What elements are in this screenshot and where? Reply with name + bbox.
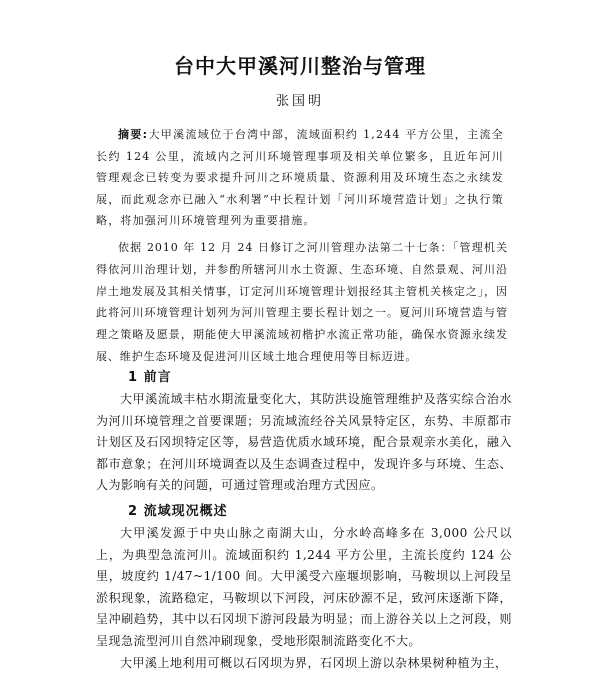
section-1-paragraph: 大甲溪流域丰枯水期流量变化大，其防洪设施管理维护及落实综合治水为河川环境管理之首要课题；另流域流经谷关风景特定区，东势、丰原都市计划区及石冈坝特定区等，易营造优质水域环境，配合景观亲水美化，融入都市意象；在河川环境调查以及生态调查过程中，发现许多与环境、生态、人为影响有关的问题，可通过管理或治理方式因应。 — [96, 392, 512, 493]
abstract-text: 大甲溪流域位于台湾中部，流域面积约 1,244 平方公里，主流全长约 124 公里，流域内之河川环境管理事项及相关单位繁多，且近年河川管理观念已转变为要求提升河川之环境质量、资源利用及环境生态之永续发展，而此观念亦已融入“水利署”中长程计划「河川环境营造计划」之执行策略，将加强河川环境管理列为重要措施。 — [96, 128, 505, 227]
abstract-label: 摘要: — [118, 128, 149, 141]
section-2-paragraph-2: 大甲溪上地利用可概以石冈坝为界，石冈坝上游以杂林果树种植为主， — [120, 656, 508, 670]
paper-title: 台中大甲溪河川整治与管理 — [174, 54, 426, 78]
author-name: 张国明 — [275, 94, 324, 109]
section-2-paragraph-1: 大甲溪发源于中央山脉之南湖大山，分水岭高峰多在 3,000 公尺以上，为典型急流河川。流域面积约 1,244 平方公里，主流长度约 124 公里，坡度约 1/47~1/100 间。大甲溪受六座堰坝影响，马鞍坝以上河段呈淤积现象，流路稳定，马鞍坝以下河段，河床砂源不足，致河床逐渐下降，呈冲刷趋势，其中以石冈坝下游河段最为明显；而上游谷关以上之河段，则呈现急流型河川自然冲刷现象，受地形限制流路变化不大。 — [96, 526, 512, 648]
intro-paragraph-2: 依据 2010 年 12 月 24 日修订之河川管理办法第二十七条：「管理机关得依河川治理计划，并参酌所辖河川水土资源、生态环境、自然景观、河川沿岸土地发展及其相关情事，订定河川环境管理计划报经其主管机关核定之」，因此将河川环境管理计划列为河川管理主要长程计划之一。夏河川环境营造与管理之策略及愿景，期能使大甲溪流域初楷护水流正常功能，确保水资源永续发展、维护生态环境及促进河川区域土地合理使用等目标迈进。 — [96, 241, 508, 363]
section-2-heading: 2 流域现况概述 — [128, 504, 228, 519]
abstract-paragraph — [96, 124, 504, 232]
section-1-heading: 1 前言 — [128, 370, 172, 385]
